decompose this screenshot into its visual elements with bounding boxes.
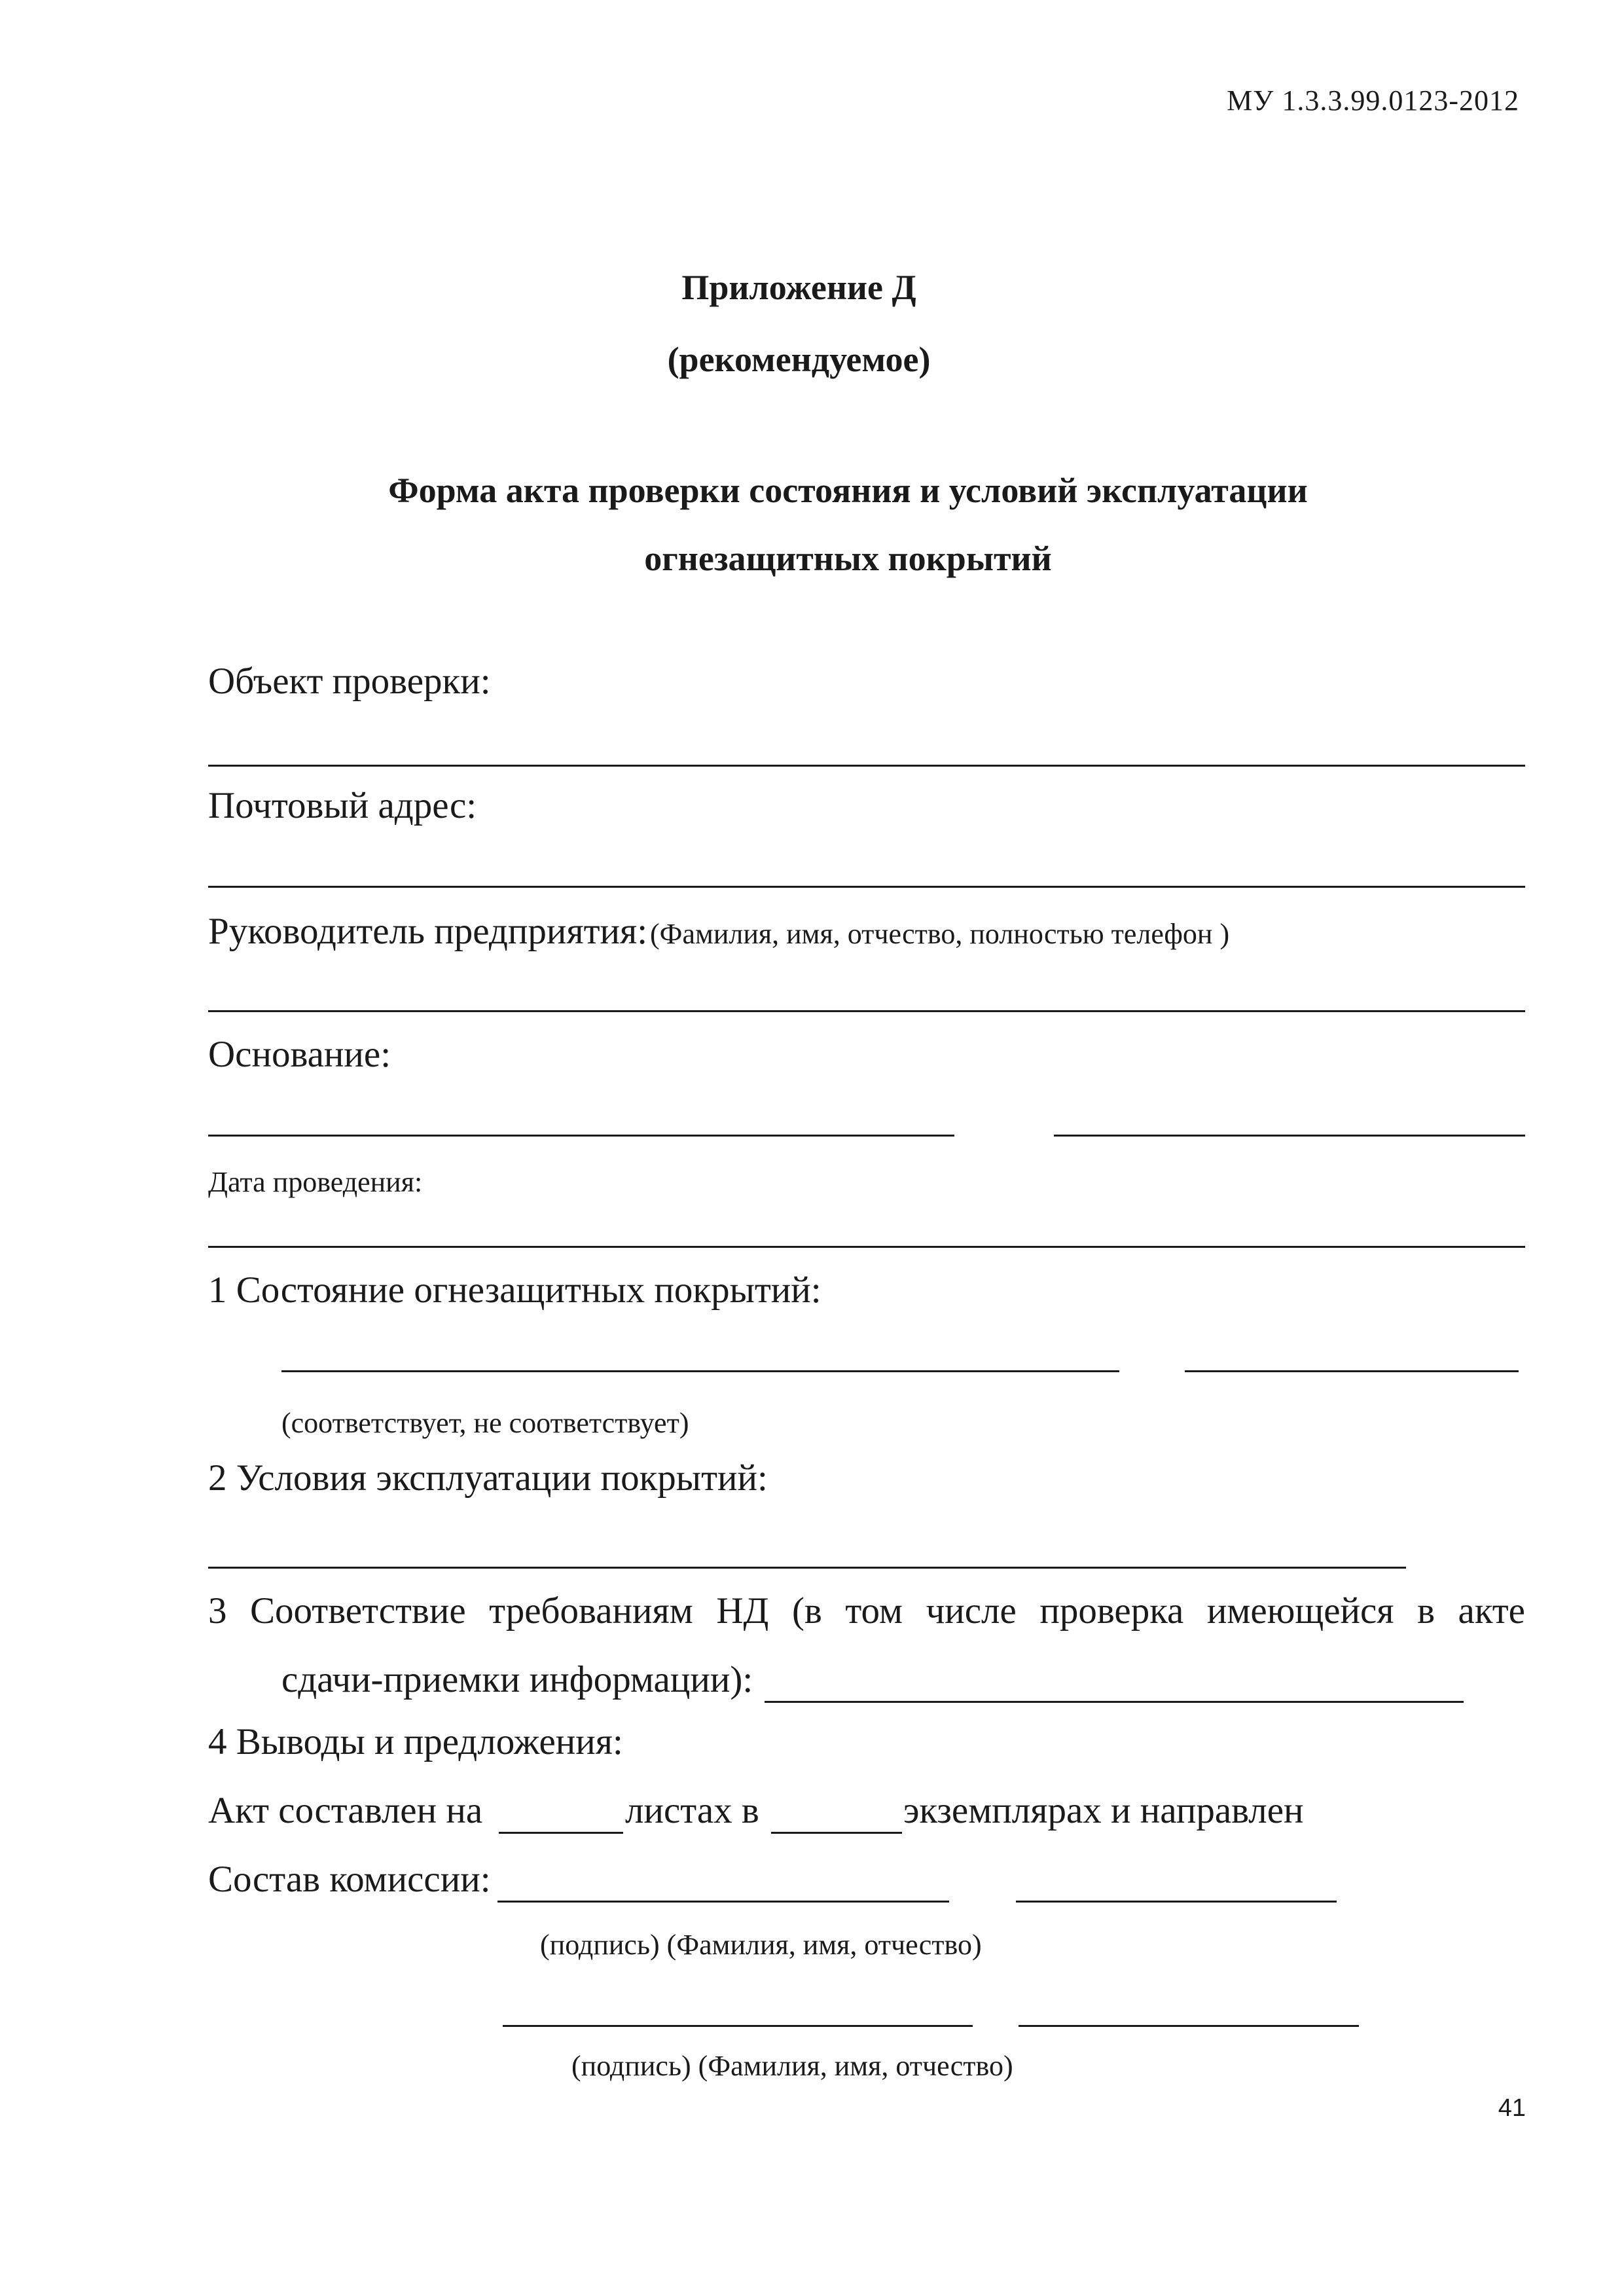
page-number: 41: [1498, 2094, 1526, 2122]
section-3-word: НД: [716, 1590, 769, 1631]
commission-caption-2: (подпись) (Фамилия, имя, отчество): [571, 2050, 1013, 2082]
section-2-label: 2 Условия эксплуатации покрытий:: [208, 1457, 768, 1499]
commission-signature-line-1[interactable]: [497, 1901, 949, 1903]
section-2-field-line[interactable]: [208, 1567, 1406, 1569]
basis-field-line-left[interactable]: [208, 1135, 954, 1137]
act-copies-field-line[interactable]: [771, 1832, 902, 1834]
object-label: Объект проверки:: [208, 661, 491, 702]
section-3-word: числе: [926, 1590, 1017, 1631]
section-1-field-line-right[interactable]: [1185, 1370, 1519, 1372]
manager-label: Руководитель предприятия:: [208, 911, 648, 952]
form-title-line-1: Форма акта проверки состояния и условий эксплуатации: [388, 471, 1308, 510]
section-1-field-line-left[interactable]: [281, 1370, 1119, 1372]
basis-label: Основание:: [208, 1034, 391, 1075]
manager-row: [208, 910, 1229, 953]
section-3-line-2: сдачи-приемки информации):: [281, 1659, 753, 1700]
address-field-line[interactable]: [208, 886, 1525, 888]
section-3-word: требованиям: [489, 1590, 693, 1631]
address-label: Почтовый адрес:: [208, 785, 477, 826]
form-title-line-2: огнезащитных покрытий: [644, 539, 1052, 578]
act-text-part-2: листах в: [625, 1790, 759, 1831]
section-3-word: (в: [791, 1590, 822, 1631]
section-3-word: проверка: [1039, 1590, 1184, 1631]
section-1-hint: (соответствует, не соответствует): [281, 1407, 689, 1439]
manager-hint: (Фамилия, имя, отчество, полностью телефон ): [650, 918, 1230, 950]
section-3-word: в: [1417, 1590, 1435, 1631]
document-code: МУ 1.3.3.99.0123-2012: [1227, 84, 1519, 117]
section-3-word: том: [845, 1590, 903, 1631]
date-field-line[interactable]: [208, 1246, 1525, 1248]
manager-field-line[interactable]: [208, 1010, 1525, 1012]
section-3-line-1: [208, 1590, 1525, 1632]
commission-name-line-2[interactable]: [1019, 2025, 1359, 2027]
date-label: Дата проведения:: [208, 1166, 423, 1198]
appendix-status: (рекомендуемое): [667, 340, 931, 379]
section-3-word: 3: [208, 1590, 227, 1631]
act-text-part-3: экземплярах и направлен: [903, 1790, 1304, 1831]
section-1-label: 1 Состояние огнезащитных покрытий:: [208, 1269, 821, 1311]
section-3-word: имеющейся: [1206, 1590, 1394, 1631]
act-text-part-1: Акт составлен на: [208, 1790, 483, 1831]
basis-field-line-right[interactable]: [1054, 1135, 1525, 1137]
section-3-word: Соответствие: [250, 1590, 466, 1631]
commission-caption-1: (подпись) (Фамилия, имя, отчество): [540, 1929, 982, 1961]
section-3-field-line[interactable]: [765, 1701, 1464, 1703]
section-4-label: 4 Выводы и предложения:: [208, 1721, 623, 1762]
commission-signature-line-2[interactable]: [503, 2025, 973, 2027]
section-3-word: акте: [1458, 1590, 1525, 1631]
object-field-line[interactable]: [208, 765, 1525, 767]
act-sheets-field-line[interactable]: [499, 1832, 623, 1834]
commission-name-line-1[interactable]: [1016, 1901, 1337, 1903]
commission-label: Состав комиссии:: [208, 1859, 491, 1900]
appendix-title: Приложение Д: [681, 268, 916, 307]
